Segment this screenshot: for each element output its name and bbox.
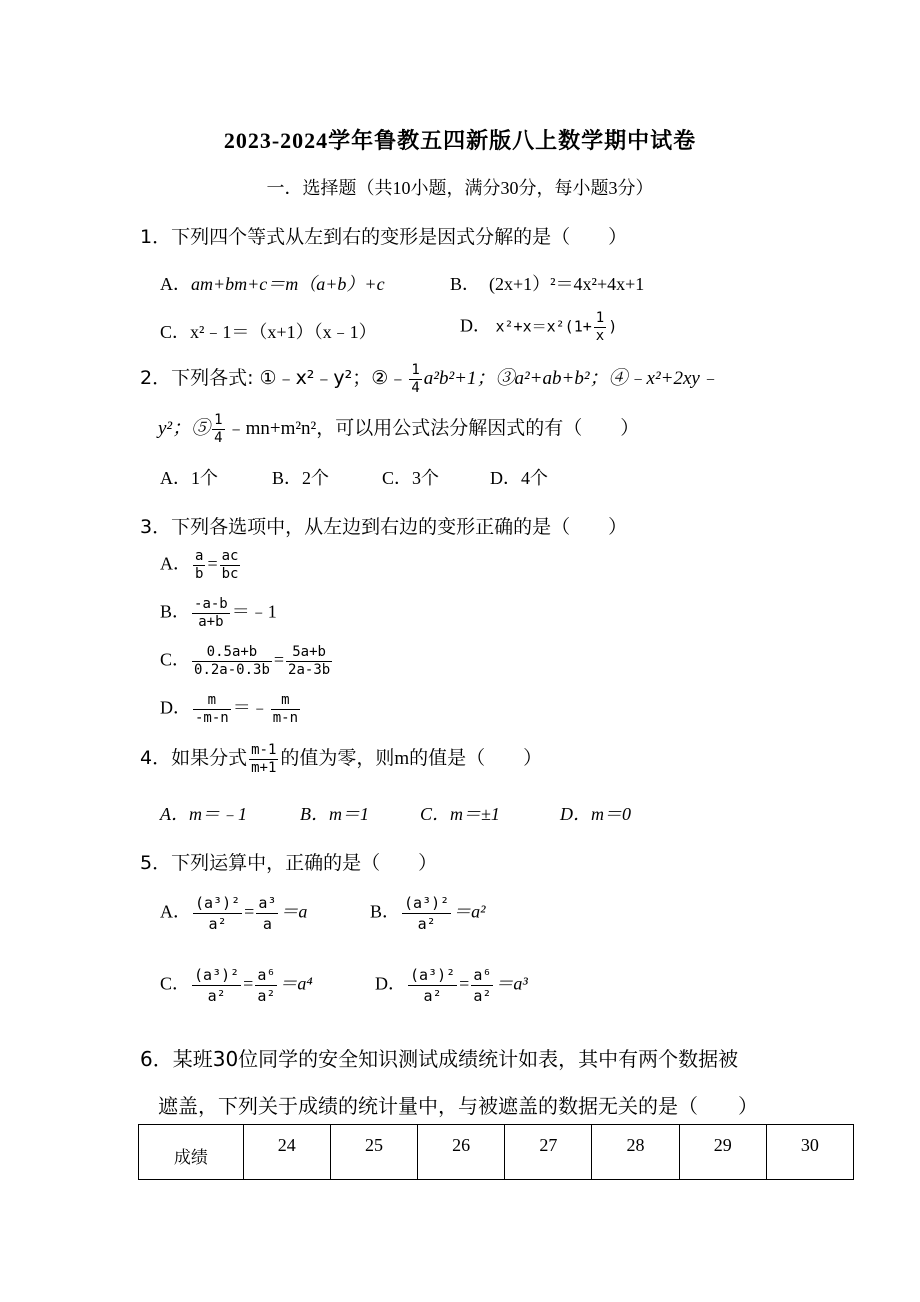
q2-line2-post: ﹣mn+m²n²，可以用公式法分解因式的有（ ） [226,417,640,439]
q5-option-a[interactable]: A． $\frac{\text{(a³)²}}{\text{a²}}$ = $\frac{\text{a³}}{a}$ ＝a [160,894,308,933]
q5-b-label: B． [370,901,401,922]
q5-d-n1: (a³)² [410,966,456,984]
q5-a-d1: a² [208,915,227,933]
q3-d-d2: m-n [272,710,299,726]
q1-d-num: 1 [595,310,605,326]
q3-b-d1: a+b [198,614,224,630]
q1-option-b[interactable] [450,270,644,296]
q1-b-label: B． [450,274,481,294]
question-5-stem: 5．下列运算中，正确的是（ ） [140,852,438,874]
q5-d-d2: a² [473,987,492,1005]
q3-d-d1: -m-n [195,710,229,726]
q5-c-n2: a⁶ [257,966,276,984]
q2-option-d[interactable]: D．4个 [490,468,548,488]
table-cell: 30 [766,1125,853,1180]
q3-c-d2: 2a-3b [288,662,331,678]
q5-a-rhs: ＝a [280,901,308,922]
q1-d-label: D． [460,315,491,336]
q2-frac-num: 1 [411,362,420,378]
q5-d-d1: a² [423,987,442,1005]
q2-option-c[interactable]: C．3个 [382,468,440,488]
q5-c-d1: a² [207,987,226,1005]
q3-option-b[interactable] [160,596,277,631]
q4-pre: 4．如果分式 [140,746,248,769]
q4-option-c[interactable]: C．m＝±1 [420,804,500,824]
q5-option-d[interactable]: D． $\frac{\text{(a³)²}}{\text{a²}}$ = $\frac{\text{a⁶}}{\text{a²}}$ ＝a³ [375,966,528,1005]
q2-frac2-num: 1 [214,412,223,428]
q3-d-label: D． [160,697,191,718]
q3-b-label: B． [160,601,191,622]
q3-a-n1: a [195,548,204,564]
q1-option-c[interactable] [160,318,377,344]
q2-frac2-den: 4 [214,430,223,446]
q5-option-c[interactable]: C． $\frac{\text{(a³)²}}{\text{a²}}$ = $\frac{\text{a⁶}}{\text{a²}}$ ＝a⁴ [160,966,313,1005]
question-4-stem [140,742,542,777]
q1-d-lhs: x²+x＝x²(1+ [495,317,592,336]
q2-line1-pre: 2．下列各式: ①﹣x²﹣y²；②﹣ [140,366,408,389]
table-cell: 24 [243,1125,330,1180]
q3-option-d[interactable] [160,692,302,727]
table-cell: 27 [505,1125,592,1180]
q3-c-n1: 0.5a+b [192,644,272,662]
q5-b-rhs: ＝a² [453,901,486,922]
q1-a-expr: am+bm+c＝m（a+b）+c [191,274,385,294]
q5-d-rhs: ＝a³ [495,973,528,994]
q5-c-rhs: ＝a⁴ [279,973,313,994]
q3-c-label: C． [160,649,191,670]
q2-option-b[interactable]: B．2个 [272,468,330,488]
q1-c-label: C． [160,322,191,342]
q2-line2-pre: y²；⑤ [158,417,211,439]
q3-b-n1: -a-b [194,596,228,612]
q4-option-d[interactable]: D．m＝0 [560,804,631,824]
q4-num: m-1 [251,742,277,758]
q5-a-label: A． [160,901,191,922]
page-title: 2023-2024学年鲁教五四新版八上数学期中试卷 [223,128,697,153]
q5-a-n2: a³ [258,894,277,912]
table-row [139,1125,854,1180]
q2-frac-den: 4 [411,380,420,396]
q3-option-c[interactable] [160,644,334,679]
q3-c-d1: 0.2a-0.3b [194,662,270,678]
table-cell: 28 [592,1125,679,1180]
q3-a-label: A． [160,553,191,574]
q4-den: m+1 [251,760,277,776]
q5-d-label: D． [375,973,406,994]
q3-b-rhs: ＝﹣1 [231,601,277,622]
q3-d-n1: m [193,692,231,710]
q4-post: 的值为零，则m的值是（ ） [280,747,543,769]
table-cell: 29 [679,1125,766,1180]
section-heading: 一．选择题（共10小题，满分30分，每小题3分） [266,178,654,198]
q5-b-d1: a² [417,915,436,933]
q3-a-d1: b [195,566,204,582]
question-6-line-2: 遮盖，下列关于成绩的统计量中，与被遮盖的数据无关的是（ ） [158,1094,758,1118]
q5-option-b[interactable] [370,893,486,934]
q1-d-close: ) [608,317,618,336]
q3-d-mid: ＝﹣ [232,697,269,718]
q5-b-n1: (a³)² [404,894,450,912]
question-2-line-1 [140,362,719,397]
q3-a-d2: bc [221,566,239,582]
q4-option-a[interactable]: A．m＝﹣1 [160,804,247,824]
q1-c-expr: x²﹣1＝（x+1）（x﹣1） [190,322,377,342]
q4-option-b[interactable]: B．m＝1 [300,804,369,824]
score-table [138,1124,854,1180]
q3-a-eq: = [207,553,218,574]
q3-a-n2: ac [221,548,239,564]
q5-d-n2: a⁶ [473,966,492,984]
q5-c-n1: (a³)² [194,966,240,984]
question-3-stem: 3．下列各选项中，从左边到右边的变形正确的是（ ） [140,516,628,538]
q5-a-d2: a [262,915,272,933]
q1-d-den: x [595,328,605,344]
q5-c-label: C． [160,973,191,994]
q2-option-a[interactable]: A．1个 [160,468,218,488]
table-cell: 26 [418,1125,505,1180]
q2-line1-post: a²b²+1；③a²+ab+b²；④﹣x²+2xy﹣ [423,367,719,389]
q3-option-a[interactable] [160,548,242,583]
q5-a-n1: (a³)² [195,894,241,912]
q3-c-eq: = [273,649,285,670]
q5-c-d2: a² [257,987,276,1005]
question-6-line-1: 6．某班30位同学的安全知识测试成绩统计如表，其中有两个数据被 [140,1047,739,1071]
q1-option-a[interactable] [160,270,385,296]
question-2-line-2 [158,412,639,447]
q3-d-n2: m [271,692,300,710]
table-header-cell: 成绩 [139,1125,244,1180]
q1-a-label: A． [160,274,191,294]
table-cell: 25 [330,1125,417,1180]
q1-option-d[interactable] [460,310,617,345]
question-1-stem: 1．下列四个等式从左到右的变形是因式分解的是（ ） [140,226,628,248]
q3-c-n2: 5a+b [286,644,332,662]
q1-b-expr: (2x+1）²＝4x²+4x+1 [489,274,645,294]
